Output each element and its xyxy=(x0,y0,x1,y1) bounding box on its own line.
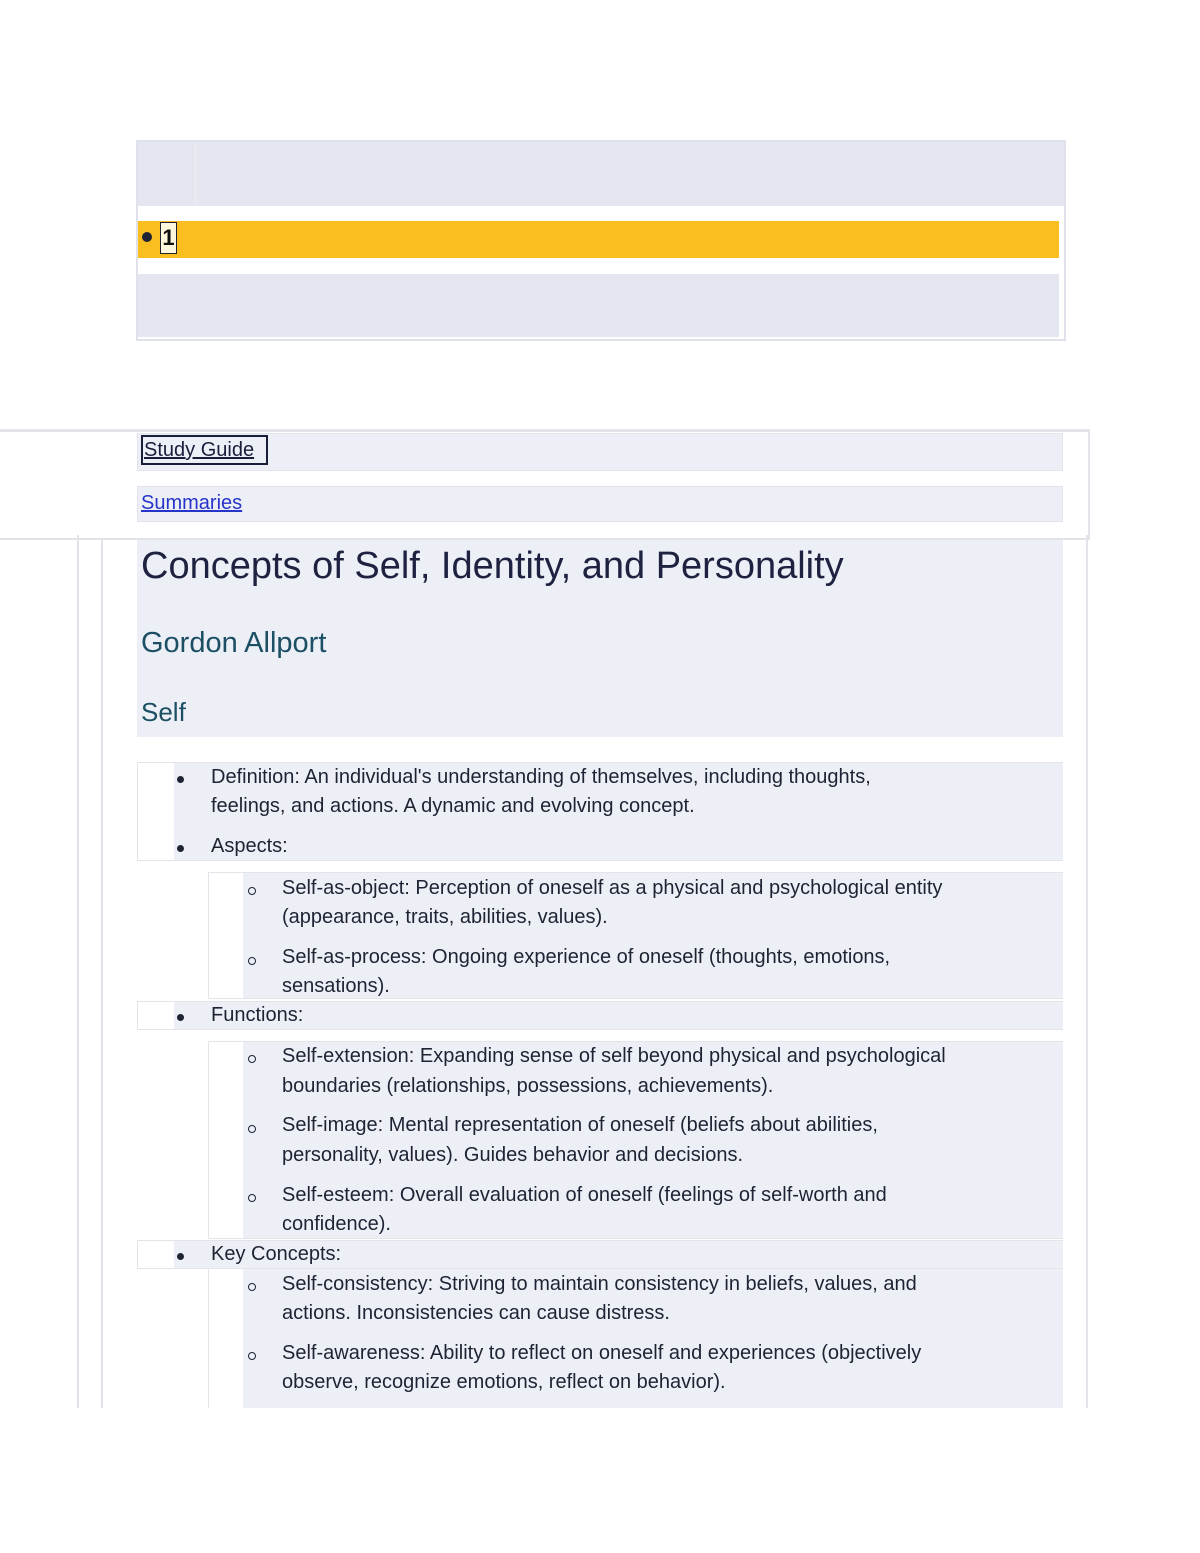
circle-bullet-icon xyxy=(248,1125,256,1133)
page-navigator-footer xyxy=(138,274,1059,337)
header-divider xyxy=(195,142,196,206)
bullet-icon xyxy=(177,1253,184,1260)
study-guide-link[interactable]: Study Guide xyxy=(141,435,268,465)
sublist-item-line: observe, recognize emotions, reflect on behavior). xyxy=(282,1371,726,1393)
list-gutter xyxy=(209,1269,243,1408)
author-heading: Gordon Allport xyxy=(141,627,327,659)
bullet-icon xyxy=(177,776,184,783)
page-item-current[interactable] xyxy=(138,221,1059,258)
sublist-item-line: Self-esteem: Overall evaluation of oneself (feelings of self-worth and xyxy=(282,1184,887,1206)
list-gutter xyxy=(209,873,243,998)
page-navigator-header xyxy=(138,142,1064,206)
list-gutter xyxy=(138,763,174,860)
document-title: Concepts of Self, Identity, and Personality xyxy=(141,545,844,587)
list-gutter xyxy=(138,1002,174,1029)
bullet-icon xyxy=(142,232,152,242)
circle-bullet-icon xyxy=(248,1283,256,1291)
nav-row-study-guide xyxy=(137,433,1063,471)
circle-bullet-icon xyxy=(248,887,256,895)
circle-bullet-icon xyxy=(248,1055,256,1063)
frame-line-right xyxy=(1086,535,1088,1408)
circle-bullet-icon xyxy=(248,1194,256,1202)
sublist-item-line: sensations). xyxy=(282,975,390,997)
nav-row-summaries xyxy=(137,486,1063,522)
list-item-functions: Functions: xyxy=(211,1004,304,1026)
list-item-definition-line1: Definition: An individual's understanding of themselves, including thoughts, xyxy=(211,766,871,788)
list-item-aspects: Aspects: xyxy=(211,835,288,857)
frame-line-left-outer xyxy=(77,535,79,1408)
list-gutter xyxy=(138,1241,174,1268)
circle-bullet-icon xyxy=(248,957,256,965)
sublist-item-line: Self-extension: Expanding sense of self beyond physical and psychological xyxy=(282,1045,946,1067)
page-number-input[interactable]: 1 xyxy=(160,222,177,254)
list-gutter xyxy=(209,1042,243,1238)
sublist-item-line: (appearance, traits, abilities, values). xyxy=(282,906,608,928)
sublist-item-line: boundaries (relationships, possessions, achievements). xyxy=(282,1075,774,1097)
list-item-definition-line2: feelings, and actions. A dynamic and evolving concept. xyxy=(211,795,695,817)
sublist-item-line: confidence). xyxy=(282,1213,391,1235)
sublist-item-line: actions. Inconsistencies can cause distress. xyxy=(282,1302,670,1324)
sublist-item-line: Self-awareness: Ability to reflect on oneself and experiences (objectively xyxy=(282,1342,922,1364)
summaries-link[interactable]: Summaries xyxy=(141,492,243,514)
bullet-icon xyxy=(177,1014,184,1021)
sublist-item-line: Self-as-process: Ongoing experience of oneself (thoughts, emotions, xyxy=(282,946,891,968)
sublist-item-line: Self-image: Mental representation of oneself (beliefs about abilities, xyxy=(282,1114,878,1136)
bullet-icon xyxy=(177,845,184,852)
circle-bullet-icon xyxy=(248,1352,256,1360)
section-heading: Self xyxy=(141,697,186,727)
sublist-item-line: Self-as-object: Perception of oneself as a physical and psychological entity xyxy=(282,877,943,899)
sublist-item-line: Self-consistency: Striving to maintain consistency in beliefs, values, and xyxy=(282,1273,917,1295)
sublist-item-line: personality, values). Guides behavior and decisions. xyxy=(282,1144,743,1166)
frame-line-left-inner xyxy=(101,540,103,1408)
list-item-key-concepts: Key Concepts: xyxy=(211,1243,342,1265)
